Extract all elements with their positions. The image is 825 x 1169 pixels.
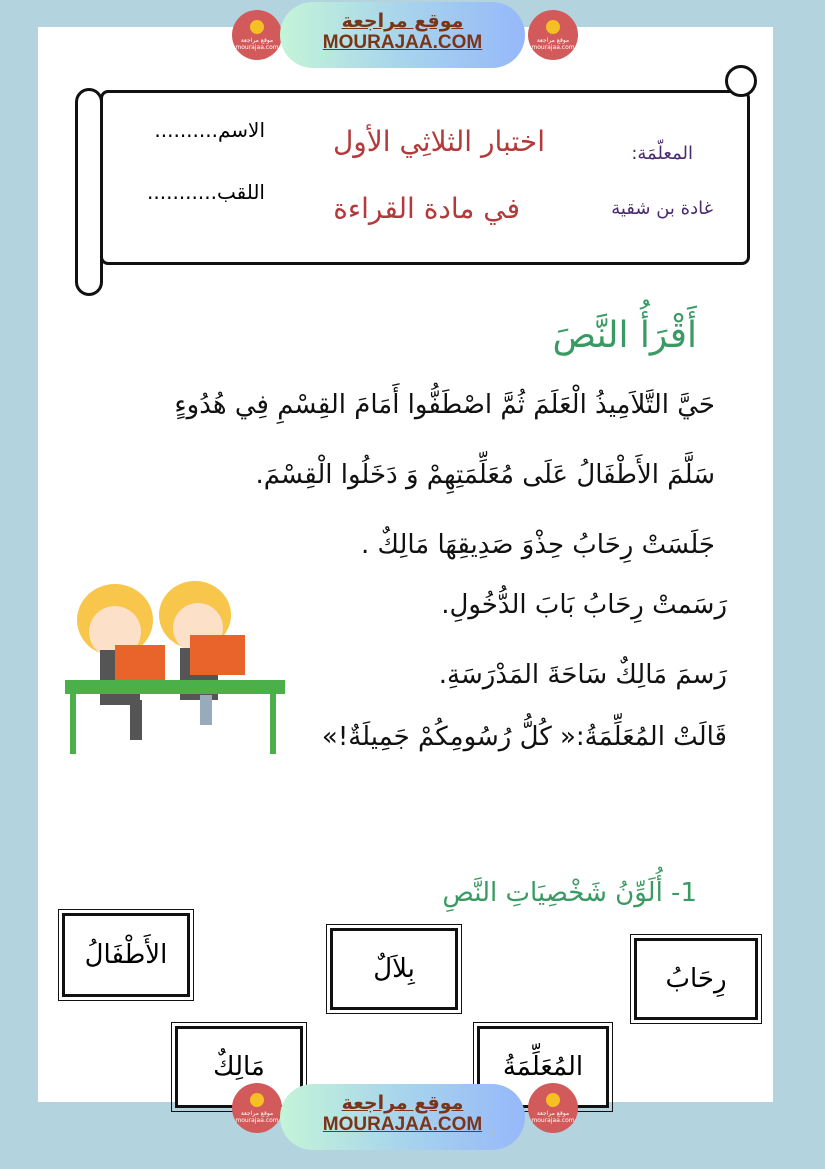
passage-line: حَيَّ التَّلاَمِيذُ الْعَلَمَ ثُمَّ اصْطَفُّوا أَمَامَ القِسْمِ فِي هُدُوءٍ (174, 390, 715, 420)
teacher-label: المعلّمَة: (631, 143, 693, 164)
word-box[interactable] (634, 938, 758, 1020)
site-logo: موقع مراجعة mourajaa.com (528, 1083, 578, 1133)
site-logo: موقع مراجعة mourajaa.com (232, 10, 282, 60)
passage-line: جَلَسَتْ رِحَابُ حِذْوَ صَدِيقِهَا مَالِكٌ . (361, 530, 715, 560)
exam-subject: في مادة القراءة (333, 192, 520, 225)
header-scroll (100, 90, 750, 265)
scroll-curl (725, 65, 757, 97)
passage-line: سَلَّمَ الأَطْفَالُ عَلَى مُعَلِّمَتِهِمْ وَ دَخَلُوا الْقِسْمَ. (255, 460, 715, 490)
site-badge-bottom[interactable]: موقع مراجعة MOURAJAA.COM (280, 1084, 525, 1150)
exam-title: اختبار الثلاثِي الأول (332, 125, 545, 158)
word-box[interactable] (330, 928, 458, 1010)
word-label: رِحَابُ (665, 964, 727, 994)
site-badge-top[interactable]: موقع مراجعة MOURAJAA.COM (280, 2, 525, 68)
teacher-name: غادة بن شقية (611, 198, 713, 219)
passage-line: قَالَتْ المُعَلِّمَةُ:« كُلُّ رُسُومِكُمْ جَمِيلَةٌ!» (321, 722, 727, 752)
word-box[interactable] (62, 913, 190, 997)
children-reading-illustration (60, 570, 290, 800)
word-label: مَالِكٌ (213, 1052, 265, 1082)
word-label: بِلاَلٌ (373, 954, 415, 984)
section-title: أَقْرَأُ النَّصَ (552, 315, 697, 356)
site-logo: موقع مراجعة mourajaa.com (232, 1083, 282, 1133)
word-label: الأَطْفَالُ (84, 940, 168, 970)
site-logo: موقع مراجعة mourajaa.com (528, 10, 578, 60)
scroll-roll (75, 88, 103, 296)
word-label: المُعَلِّمَةُ (502, 1052, 584, 1082)
name-field[interactable]: الاسم.......... (154, 118, 265, 142)
surname-field[interactable]: اللقب........... (147, 180, 265, 204)
passage-line: رَسَمتْ رِحَابُ بَابَ الدُّخُولِ. (441, 590, 727, 620)
passage-line: رَسمَ مَالِكٌ سَاحَةَ المَدْرَسَةِ. (438, 660, 727, 690)
question-1: 1- أُلَوِّنُ شَخْصِيَاتِ النَّصِ (442, 878, 697, 908)
